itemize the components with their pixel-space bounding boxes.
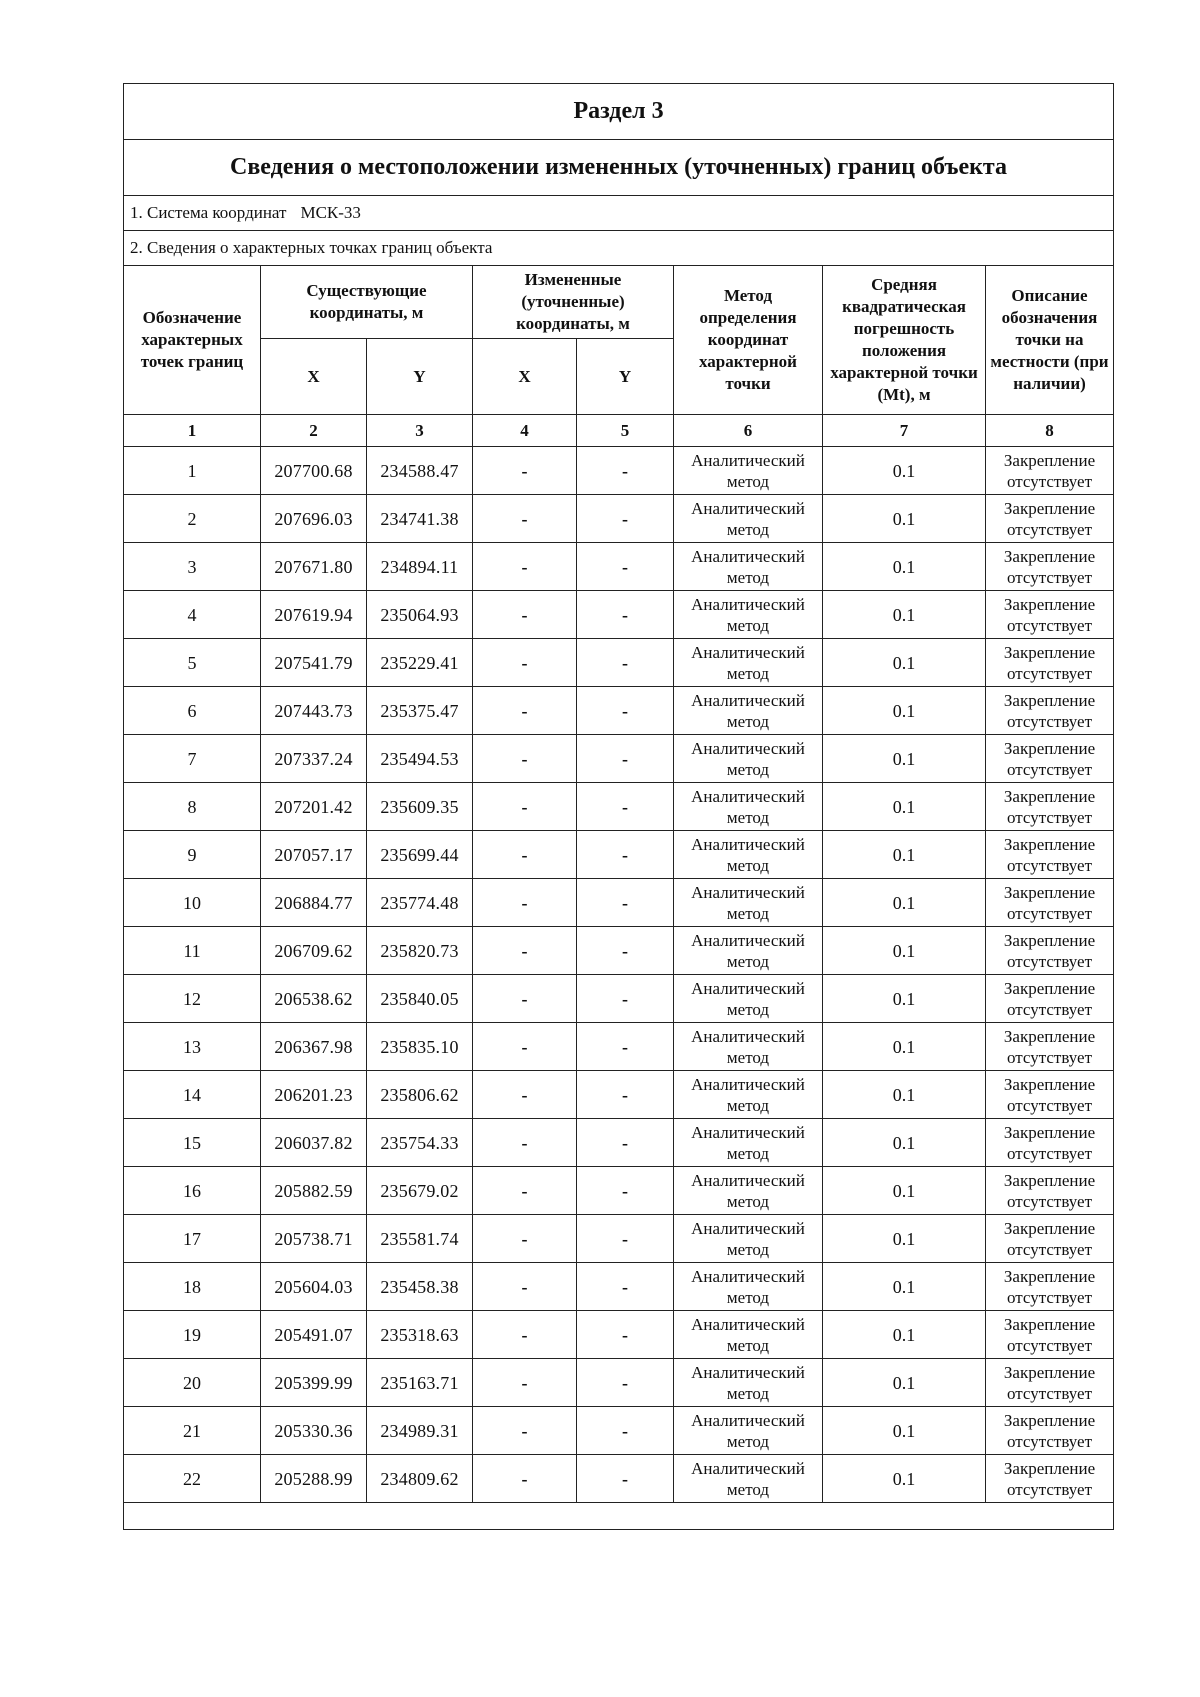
header-changed-y: Y bbox=[577, 339, 674, 415]
column-number: 6 bbox=[674, 415, 823, 447]
changed-y-cell: - bbox=[577, 1359, 674, 1407]
existing-y-cell: 235163.71 bbox=[367, 1359, 473, 1407]
error-cell: 0.1 bbox=[823, 1215, 986, 1263]
error-cell: 0.1 bbox=[823, 543, 986, 591]
existing-y-cell: 235375.47 bbox=[367, 687, 473, 735]
method-cell: Аналитический метод bbox=[674, 1455, 823, 1503]
changed-y-cell: - bbox=[577, 927, 674, 975]
column-number: 7 bbox=[823, 415, 986, 447]
description-cell: Закрепление отсутствует bbox=[986, 783, 1114, 831]
table-row bbox=[124, 1359, 1114, 1407]
table-row bbox=[124, 687, 1114, 735]
method-cell: Аналитический метод bbox=[674, 927, 823, 975]
changed-y-cell: - bbox=[577, 447, 674, 495]
changed-x-cell: - bbox=[473, 1455, 577, 1503]
header-changed-x: X bbox=[473, 339, 577, 415]
changed-y-cell: - bbox=[577, 543, 674, 591]
column-number: 5 bbox=[577, 415, 674, 447]
existing-y-cell: 234894.11 bbox=[367, 543, 473, 591]
error-cell: 0.1 bbox=[823, 831, 986, 879]
changed-y-cell: - bbox=[577, 639, 674, 687]
point-number-cell: 6 bbox=[124, 687, 261, 735]
point-number-cell: 1 bbox=[124, 447, 261, 495]
error-cell: 0.1 bbox=[823, 735, 986, 783]
existing-x-cell: 206201.23 bbox=[261, 1071, 367, 1119]
method-cell: Аналитический метод bbox=[674, 1119, 823, 1167]
existing-y-cell: 234989.31 bbox=[367, 1407, 473, 1455]
existing-y-cell: 235609.35 bbox=[367, 783, 473, 831]
existing-x-cell: 207696.03 bbox=[261, 495, 367, 543]
changed-x-cell: - bbox=[473, 927, 577, 975]
header-description: Описание обозначения точки на местности (при наличии) bbox=[986, 266, 1114, 415]
table-row bbox=[124, 1167, 1114, 1215]
description-cell: Закрепление отсутствует bbox=[986, 1455, 1114, 1503]
heading-row bbox=[124, 140, 1114, 196]
method-cell: Аналитический метод bbox=[674, 1167, 823, 1215]
method-cell: Аналитический метод bbox=[674, 1023, 823, 1071]
changed-y-cell: - bbox=[577, 1215, 674, 1263]
description-cell: Закрепление отсутствует bbox=[986, 927, 1114, 975]
existing-x-cell: 207201.42 bbox=[261, 783, 367, 831]
table-row bbox=[124, 783, 1114, 831]
error-cell: 0.1 bbox=[823, 1263, 986, 1311]
table-row bbox=[124, 1071, 1114, 1119]
header-existing-coords: Существующие координаты, м bbox=[261, 266, 473, 339]
changed-y-cell: - bbox=[577, 783, 674, 831]
method-cell: Аналитический метод bbox=[674, 1071, 823, 1119]
existing-y-cell: 235581.74 bbox=[367, 1215, 473, 1263]
method-cell: Аналитический метод bbox=[674, 975, 823, 1023]
description-cell: Закрепление отсутствует bbox=[986, 1311, 1114, 1359]
column-number: 3 bbox=[367, 415, 473, 447]
changed-x-cell: - bbox=[473, 1359, 577, 1407]
point-number-cell: 15 bbox=[124, 1119, 261, 1167]
error-cell: 0.1 bbox=[823, 591, 986, 639]
existing-x-cell: 205738.71 bbox=[261, 1215, 367, 1263]
points-section-row bbox=[124, 231, 1114, 266]
changed-x-cell: - bbox=[473, 495, 577, 543]
description-cell: Закрепление отсутствует bbox=[986, 639, 1114, 687]
coordinate-system-label: 1. Система координат bbox=[130, 203, 287, 222]
column-number: 8 bbox=[986, 415, 1114, 447]
existing-y-cell: 235064.93 bbox=[367, 591, 473, 639]
point-number-cell: 18 bbox=[124, 1263, 261, 1311]
description-cell: Закрепление отсутствует bbox=[986, 1119, 1114, 1167]
existing-y-cell: 234588.47 bbox=[367, 447, 473, 495]
existing-y-cell: 235754.33 bbox=[367, 1119, 473, 1167]
existing-x-cell: 207541.79 bbox=[261, 639, 367, 687]
changed-y-cell: - bbox=[577, 687, 674, 735]
table-row bbox=[124, 1119, 1114, 1167]
point-number-cell: 8 bbox=[124, 783, 261, 831]
changed-y-cell: - bbox=[577, 1455, 674, 1503]
existing-y-cell: 234809.62 bbox=[367, 1455, 473, 1503]
error-cell: 0.1 bbox=[823, 927, 986, 975]
changed-y-cell: - bbox=[577, 591, 674, 639]
description-cell: Закрепление отсутствует bbox=[986, 1407, 1114, 1455]
changed-x-cell: - bbox=[473, 975, 577, 1023]
table-row bbox=[124, 543, 1114, 591]
error-cell: 0.1 bbox=[823, 1119, 986, 1167]
header-method: Метод определения координат характерной точки bbox=[674, 266, 823, 415]
description-cell: Закрепление отсутствует bbox=[986, 1071, 1114, 1119]
changed-y-cell: - bbox=[577, 975, 674, 1023]
table-row bbox=[124, 495, 1114, 543]
existing-y-cell: 235229.41 bbox=[367, 639, 473, 687]
changed-y-cell: - bbox=[577, 1167, 674, 1215]
error-cell: 0.1 bbox=[823, 1407, 986, 1455]
existing-x-cell: 206037.82 bbox=[261, 1119, 367, 1167]
description-cell: Закрепление отсутствует bbox=[986, 1263, 1114, 1311]
section-row bbox=[124, 84, 1114, 140]
description-cell: Закрепление отсутствует bbox=[986, 1215, 1114, 1263]
section-title: Раздел 3 bbox=[124, 84, 1114, 140]
empty-cell bbox=[124, 1503, 1114, 1530]
existing-y-cell: 235458.38 bbox=[367, 1263, 473, 1311]
existing-x-cell: 205882.59 bbox=[261, 1167, 367, 1215]
method-cell: Аналитический метод bbox=[674, 735, 823, 783]
error-cell: 0.1 bbox=[823, 1311, 986, 1359]
error-cell: 0.1 bbox=[823, 879, 986, 927]
error-cell: 0.1 bbox=[823, 975, 986, 1023]
header-row-1 bbox=[124, 266, 1114, 339]
existing-y-cell: 235699.44 bbox=[367, 831, 473, 879]
description-cell: Закрепление отсутствует bbox=[986, 831, 1114, 879]
existing-x-cell: 206367.98 bbox=[261, 1023, 367, 1071]
changed-x-cell: - bbox=[473, 687, 577, 735]
table-row bbox=[124, 1263, 1114, 1311]
point-number-cell: 10 bbox=[124, 879, 261, 927]
error-cell: 0.1 bbox=[823, 1167, 986, 1215]
existing-x-cell: 206709.62 bbox=[261, 927, 367, 975]
changed-y-cell: - bbox=[577, 1263, 674, 1311]
boundary-points-table bbox=[123, 83, 1114, 1530]
header-existing-y: Y bbox=[367, 339, 473, 415]
changed-x-cell: - bbox=[473, 879, 577, 927]
table-row bbox=[124, 1407, 1114, 1455]
changed-x-cell: - bbox=[473, 543, 577, 591]
point-number-cell: 4 bbox=[124, 591, 261, 639]
error-cell: 0.1 bbox=[823, 1071, 986, 1119]
method-cell: Аналитический метод bbox=[674, 495, 823, 543]
changed-x-cell: - bbox=[473, 783, 577, 831]
changed-x-cell: - bbox=[473, 1407, 577, 1455]
column-numbers-row bbox=[124, 415, 1114, 447]
point-number-cell: 14 bbox=[124, 1071, 261, 1119]
method-cell: Аналитический метод bbox=[674, 879, 823, 927]
existing-x-cell: 207337.24 bbox=[261, 735, 367, 783]
changed-y-cell: - bbox=[577, 1311, 674, 1359]
changed-x-cell: - bbox=[473, 1167, 577, 1215]
table-row bbox=[124, 831, 1114, 879]
error-cell: 0.1 bbox=[823, 1455, 986, 1503]
points-section-label: 2. Сведения о характерных точках границ объекта bbox=[124, 231, 1114, 266]
existing-y-cell: 235494.53 bbox=[367, 735, 473, 783]
changed-y-cell: - bbox=[577, 1071, 674, 1119]
table-row bbox=[124, 447, 1114, 495]
changed-x-cell: - bbox=[473, 639, 577, 687]
error-cell: 0.1 bbox=[823, 447, 986, 495]
point-number-cell: 2 bbox=[124, 495, 261, 543]
changed-y-cell: - bbox=[577, 735, 674, 783]
changed-x-cell: - bbox=[473, 1023, 577, 1071]
changed-y-cell: - bbox=[577, 1023, 674, 1071]
error-cell: 0.1 bbox=[823, 639, 986, 687]
method-cell: Аналитический метод bbox=[674, 543, 823, 591]
description-cell: Закрепление отсутствует bbox=[986, 447, 1114, 495]
method-cell: Аналитический метод bbox=[674, 1407, 823, 1455]
changed-x-cell: - bbox=[473, 735, 577, 783]
existing-x-cell: 207443.73 bbox=[261, 687, 367, 735]
existing-x-cell: 205288.99 bbox=[261, 1455, 367, 1503]
table-row bbox=[124, 975, 1114, 1023]
method-cell: Аналитический метод bbox=[674, 783, 823, 831]
point-number-cell: 12 bbox=[124, 975, 261, 1023]
coordinate-system-row bbox=[124, 196, 1114, 231]
method-cell: Аналитический метод bbox=[674, 639, 823, 687]
table-row bbox=[124, 927, 1114, 975]
table-row bbox=[124, 1023, 1114, 1071]
existing-x-cell: 207619.94 bbox=[261, 591, 367, 639]
method-cell: Аналитический метод bbox=[674, 687, 823, 735]
table-row bbox=[124, 1311, 1114, 1359]
description-cell: Закрепление отсутствует bbox=[986, 975, 1114, 1023]
method-cell: Аналитический метод bbox=[674, 591, 823, 639]
description-cell: Закрепление отсутствует bbox=[986, 1359, 1114, 1407]
coordinate-system-value: МСК-33 bbox=[300, 203, 361, 222]
document-heading: Сведения о местоположении измененных (уточненных) границ объекта bbox=[124, 140, 1114, 196]
existing-y-cell: 234741.38 bbox=[367, 495, 473, 543]
header-changed-coords: Измененные (уточненные) координаты, м bbox=[473, 266, 674, 339]
error-cell: 0.1 bbox=[823, 1023, 986, 1071]
existing-x-cell: 205330.36 bbox=[261, 1407, 367, 1455]
header-existing-x: X bbox=[261, 339, 367, 415]
method-cell: Аналитический метод bbox=[674, 1215, 823, 1263]
point-number-cell: 5 bbox=[124, 639, 261, 687]
point-number-cell: 13 bbox=[124, 1023, 261, 1071]
point-number-cell: 11 bbox=[124, 927, 261, 975]
existing-y-cell: 235835.10 bbox=[367, 1023, 473, 1071]
error-cell: 0.1 bbox=[823, 1359, 986, 1407]
changed-y-cell: - bbox=[577, 1119, 674, 1167]
existing-x-cell: 205604.03 bbox=[261, 1263, 367, 1311]
column-number: 2 bbox=[261, 415, 367, 447]
existing-y-cell: 235774.48 bbox=[367, 879, 473, 927]
empty-footer-row bbox=[124, 1503, 1114, 1530]
description-cell: Закрепление отсутствует bbox=[986, 495, 1114, 543]
header-designation: Обозначение характерных точек границ bbox=[124, 266, 261, 415]
description-cell: Закрепление отсутствует bbox=[986, 687, 1114, 735]
changed-y-cell: - bbox=[577, 879, 674, 927]
error-cell: 0.1 bbox=[823, 783, 986, 831]
changed-x-cell: - bbox=[473, 1215, 577, 1263]
point-number-cell: 9 bbox=[124, 831, 261, 879]
changed-x-cell: - bbox=[473, 591, 577, 639]
existing-x-cell: 205399.99 bbox=[261, 1359, 367, 1407]
point-number-cell: 20 bbox=[124, 1359, 261, 1407]
description-cell: Закрепление отсутствует bbox=[986, 879, 1114, 927]
point-number-cell: 7 bbox=[124, 735, 261, 783]
existing-y-cell: 235820.73 bbox=[367, 927, 473, 975]
method-cell: Аналитический метод bbox=[674, 1263, 823, 1311]
table-row bbox=[124, 735, 1114, 783]
existing-x-cell: 206538.62 bbox=[261, 975, 367, 1023]
changed-x-cell: - bbox=[473, 1071, 577, 1119]
column-number: 1 bbox=[124, 415, 261, 447]
changed-x-cell: - bbox=[473, 1119, 577, 1167]
table-row bbox=[124, 1215, 1114, 1263]
existing-x-cell: 206884.77 bbox=[261, 879, 367, 927]
description-cell: Закрепление отсутствует bbox=[986, 591, 1114, 639]
existing-x-cell: 207671.80 bbox=[261, 543, 367, 591]
point-number-cell: 19 bbox=[124, 1311, 261, 1359]
error-cell: 0.1 bbox=[823, 687, 986, 735]
table-row bbox=[124, 879, 1114, 927]
changed-y-cell: - bbox=[577, 1407, 674, 1455]
point-number-cell: 16 bbox=[124, 1167, 261, 1215]
column-number: 4 bbox=[473, 415, 577, 447]
error-cell: 0.1 bbox=[823, 495, 986, 543]
existing-x-cell: 205491.07 bbox=[261, 1311, 367, 1359]
existing-x-cell: 207057.17 bbox=[261, 831, 367, 879]
table-row bbox=[124, 1455, 1114, 1503]
changed-x-cell: - bbox=[473, 1311, 577, 1359]
existing-y-cell: 235679.02 bbox=[367, 1167, 473, 1215]
existing-y-cell: 235318.63 bbox=[367, 1311, 473, 1359]
existing-y-cell: 235840.05 bbox=[367, 975, 473, 1023]
description-cell: Закрепление отсутствует bbox=[986, 1167, 1114, 1215]
method-cell: Аналитический метод bbox=[674, 831, 823, 879]
changed-x-cell: - bbox=[473, 831, 577, 879]
method-cell: Аналитический метод bbox=[674, 447, 823, 495]
existing-x-cell: 207700.68 bbox=[261, 447, 367, 495]
header-error: Средняя квадратическая погрешность положения характерной точки (Mt), м bbox=[823, 266, 986, 415]
changed-x-cell: - bbox=[473, 447, 577, 495]
description-cell: Закрепление отсутствует bbox=[986, 1023, 1114, 1071]
changed-x-cell: - bbox=[473, 1263, 577, 1311]
changed-y-cell: - bbox=[577, 831, 674, 879]
method-cell: Аналитический метод bbox=[674, 1311, 823, 1359]
existing-y-cell: 235806.62 bbox=[367, 1071, 473, 1119]
coordinate-system-cell bbox=[124, 196, 1114, 231]
point-number-cell: 17 bbox=[124, 1215, 261, 1263]
point-number-cell: 21 bbox=[124, 1407, 261, 1455]
point-number-cell: 3 bbox=[124, 543, 261, 591]
changed-y-cell: - bbox=[577, 495, 674, 543]
table-row bbox=[124, 591, 1114, 639]
point-number-cell: 22 bbox=[124, 1455, 261, 1503]
description-cell: Закрепление отсутствует bbox=[986, 735, 1114, 783]
table-row bbox=[124, 639, 1114, 687]
method-cell: Аналитический метод bbox=[674, 1359, 823, 1407]
description-cell: Закрепление отсутствует bbox=[986, 543, 1114, 591]
